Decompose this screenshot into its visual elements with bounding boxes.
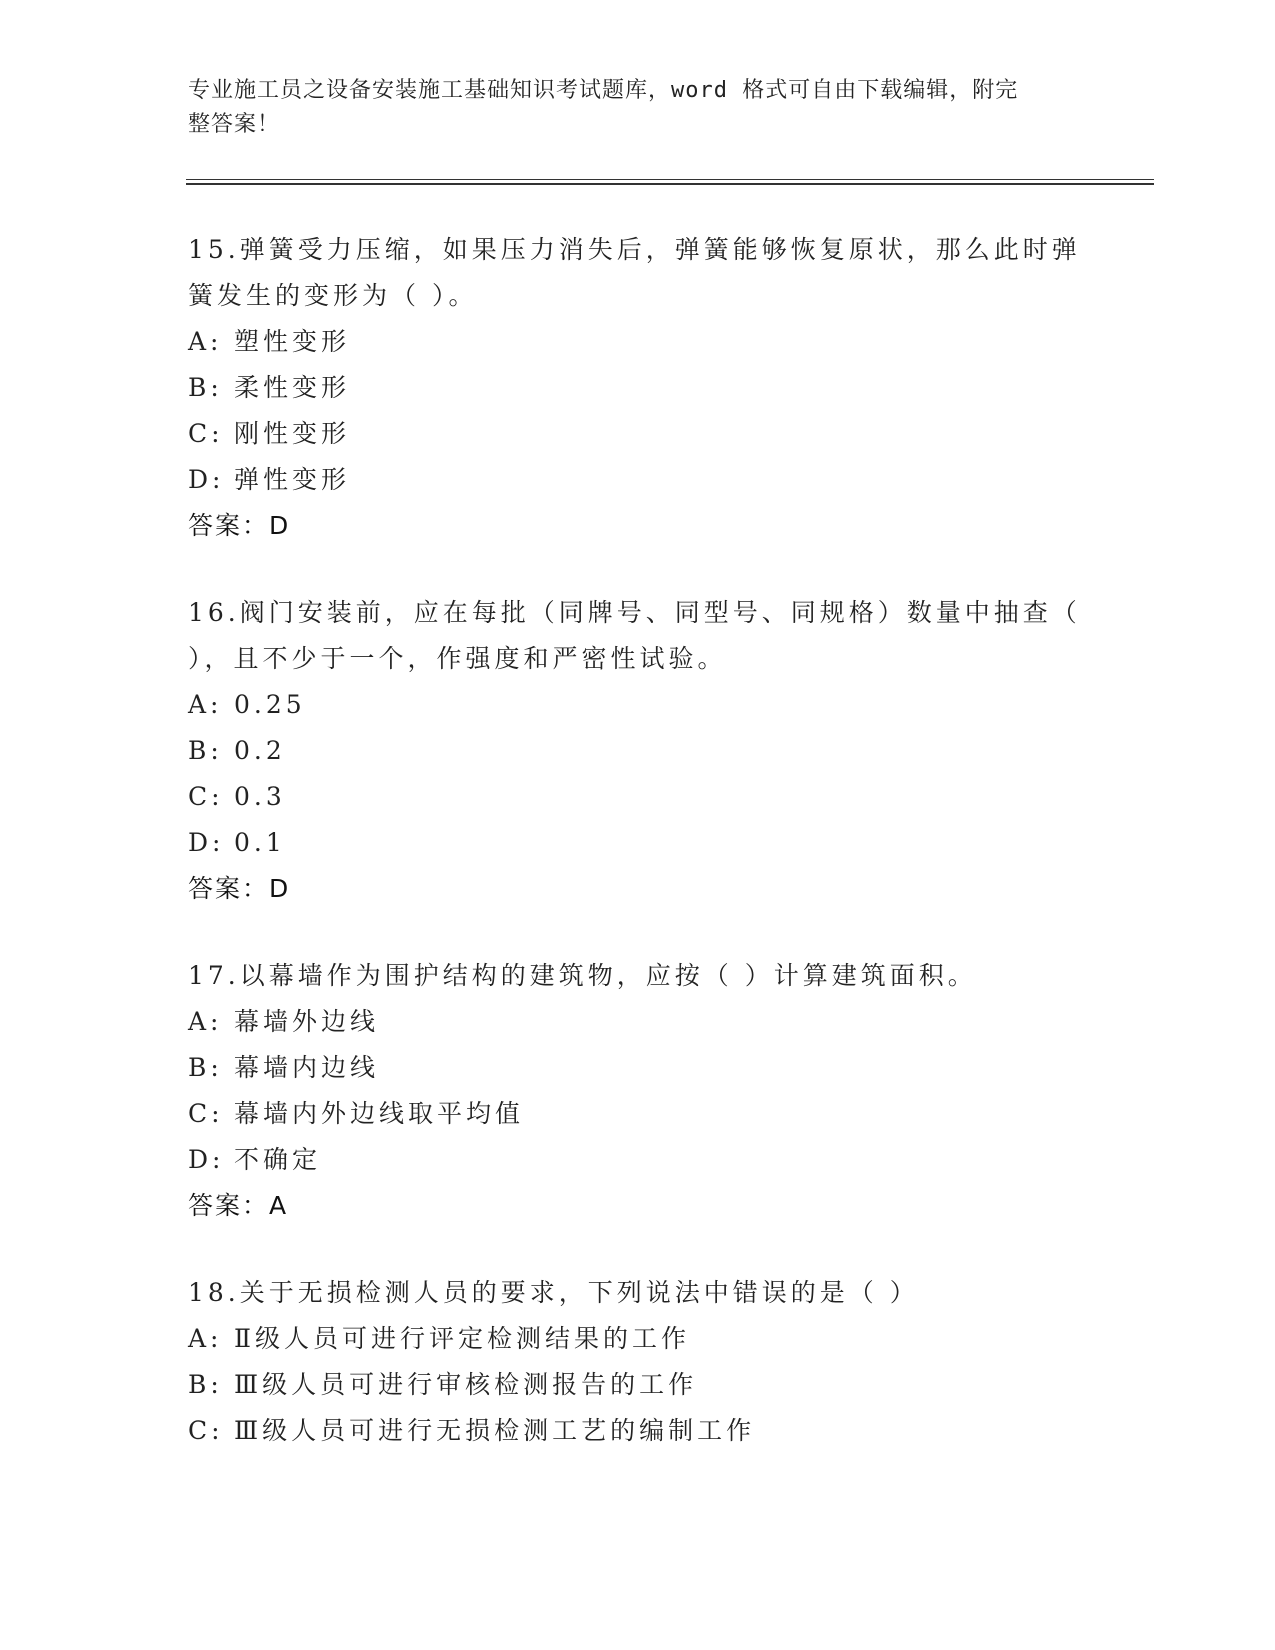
option-key: D: bbox=[188, 1145, 225, 1174]
option-text: Ⅲ级人员可进行审核检测报告的工作 bbox=[234, 1370, 698, 1399]
question-15 bbox=[188, 227, 1088, 549]
question-text-line-1: 15.弹簧受力压缩，如果压力消失后，弹簧能够恢复原状，那么此时弹 bbox=[188, 235, 1081, 264]
option-key: C: bbox=[188, 782, 224, 811]
document-header bbox=[188, 74, 1068, 142]
question-text-line-1: 17.以幕墙作为围护结构的建筑物，应按（ ）计算建筑面积。 bbox=[188, 961, 977, 990]
question-text-line-1: 16.阀门安装前，应在每批（同牌号、同型号、同规格）数量中抽查（ bbox=[188, 598, 1081, 627]
option-a bbox=[188, 682, 1088, 728]
option-b bbox=[188, 728, 1088, 774]
question-text bbox=[188, 1270, 1088, 1316]
option-text: 塑性变形 bbox=[234, 327, 351, 356]
option-key: B: bbox=[188, 1370, 223, 1399]
header-line-2: 整答案！ bbox=[188, 112, 281, 137]
header-line-1: 专业施工员之设备安装施工基础知识考试题库，word 格式可自由下载编辑，附完 bbox=[188, 78, 1019, 103]
option-key: B: bbox=[188, 736, 223, 765]
option-a bbox=[188, 1316, 1088, 1362]
option-text: 幕墙外边线 bbox=[234, 1007, 380, 1036]
question-18 bbox=[188, 1270, 1088, 1454]
option-c bbox=[188, 411, 1088, 457]
option-key: C: bbox=[188, 1416, 224, 1445]
option-d bbox=[188, 1137, 1088, 1183]
option-text: 刚性变形 bbox=[234, 419, 351, 448]
answer: 答案：A bbox=[188, 1191, 289, 1220]
option-text: 柔性变形 bbox=[234, 373, 351, 402]
question-text bbox=[188, 590, 1088, 682]
question-text-line-2: ），且不少于一个，作强度和严密性试验。 bbox=[188, 644, 727, 673]
option-key: A: bbox=[188, 327, 223, 356]
option-key: D: bbox=[188, 465, 225, 494]
option-key: A: bbox=[188, 1324, 223, 1353]
option-text: 弹性变形 bbox=[234, 465, 351, 494]
option-text: 幕墙内边线 bbox=[234, 1053, 380, 1082]
option-b bbox=[188, 1362, 1088, 1408]
option-text: 0.1 bbox=[234, 828, 286, 857]
option-text: Ⅲ级人员可进行无损检测工艺的编制工作 bbox=[234, 1416, 756, 1445]
option-key: A: bbox=[188, 1007, 223, 1036]
question-text-line-1: 18.关于无损检测人员的要求，下列说法中错误的是（ ） bbox=[188, 1278, 919, 1307]
option-c bbox=[188, 774, 1088, 820]
question-text bbox=[188, 953, 1088, 999]
question-text bbox=[188, 227, 1088, 319]
option-text: 0.2 bbox=[234, 736, 286, 765]
header-divider-thin bbox=[186, 179, 1154, 180]
option-b bbox=[188, 365, 1088, 411]
answer: 答案：D bbox=[188, 511, 291, 540]
option-key: A: bbox=[188, 690, 223, 719]
option-d bbox=[188, 457, 1088, 503]
option-c bbox=[188, 1408, 1088, 1454]
option-text: 幕墙内外边线取平均值 bbox=[234, 1099, 525, 1128]
question-text-line-2: 簧发生的变形为（ ）。 bbox=[188, 281, 478, 310]
option-key: C: bbox=[188, 1099, 224, 1128]
option-a bbox=[188, 999, 1088, 1045]
option-text: 不确定 bbox=[234, 1145, 322, 1174]
option-key: D: bbox=[188, 828, 225, 857]
option-d bbox=[188, 820, 1088, 866]
option-text: 0.3 bbox=[234, 782, 286, 811]
answer: 答案：D bbox=[188, 874, 291, 903]
option-a bbox=[188, 319, 1088, 365]
option-text: 0.25 bbox=[234, 690, 306, 719]
header-divider-thick bbox=[186, 183, 1154, 185]
option-b bbox=[188, 1045, 1088, 1091]
question-16 bbox=[188, 590, 1088, 912]
option-key: B: bbox=[188, 1053, 223, 1082]
option-c bbox=[188, 1091, 1088, 1137]
option-key: B: bbox=[188, 373, 223, 402]
question-17 bbox=[188, 953, 1088, 1229]
option-key: C: bbox=[188, 419, 224, 448]
option-text: Ⅱ级人员可进行评定检测结果的工作 bbox=[234, 1324, 690, 1353]
